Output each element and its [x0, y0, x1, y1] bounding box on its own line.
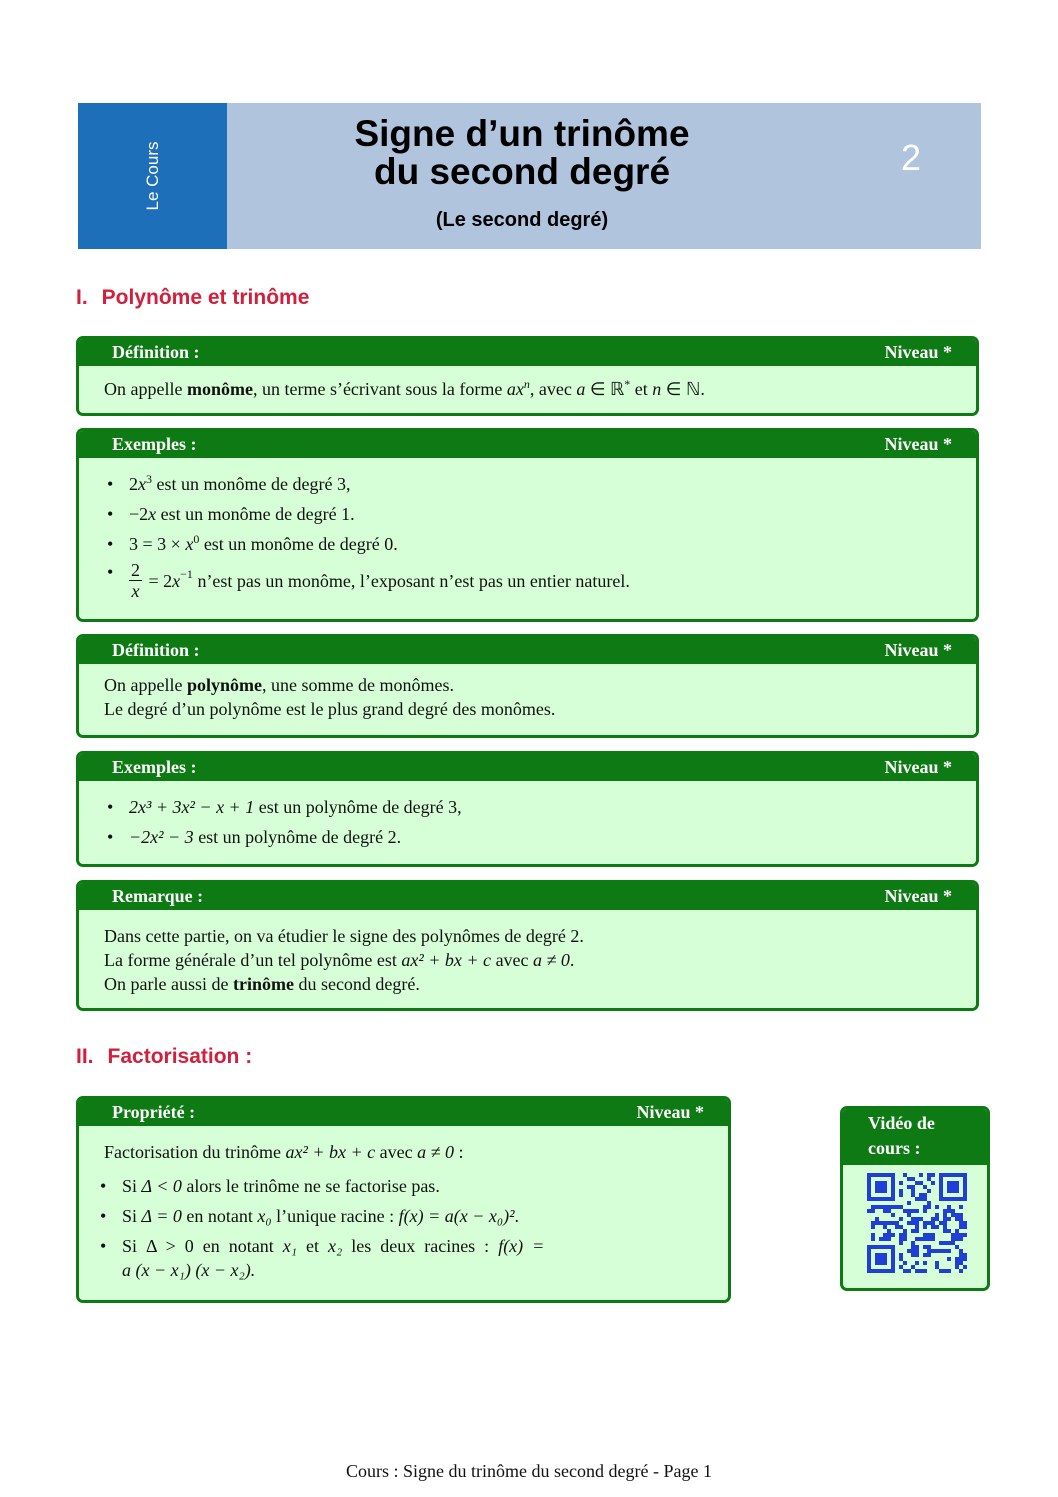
math: n	[652, 379, 662, 399]
math: x₀	[257, 1206, 272, 1226]
term-monome: monôme	[186, 379, 253, 399]
text: Si Δ > 0 en notant	[122, 1236, 283, 1256]
list-item	[122, 1174, 704, 1198]
math: 2	[129, 474, 138, 494]
header-title-area	[227, 103, 981, 249]
title-line-1: Signe d’un trinôme	[354, 113, 690, 154]
math: x	[185, 534, 194, 554]
definition-box-polynome	[76, 634, 979, 738]
text: est un polynôme de degré 2.	[193, 827, 402, 847]
math: 2x³ + 3x² − x + 1	[129, 797, 255, 817]
box-label: Propriété :	[112, 1102, 196, 1122]
math: x₁	[282, 1236, 297, 1256]
text: les deux racines :	[342, 1236, 499, 1256]
text: La forme générale d’un tel polynôme est	[104, 950, 402, 970]
header-tag: Le Cours	[142, 141, 162, 211]
math: x	[148, 504, 157, 524]
list-item	[129, 532, 952, 556]
box-body	[79, 664, 976, 721]
text: n’est pas un monôme, l’exposant n’est pas un entier naturel.	[192, 570, 630, 591]
chapter-number: 2	[900, 137, 921, 178]
text: Si	[122, 1206, 142, 1226]
text: l’unique racine :	[271, 1206, 399, 1226]
video-label: Vidéo de cours :	[843, 1109, 987, 1165]
remark-line-3	[104, 972, 952, 996]
header-tag-column	[78, 103, 227, 249]
property-list	[104, 1174, 704, 1282]
text: et	[630, 379, 653, 399]
box-label: Définition :	[112, 640, 200, 660]
section-label: Factorisation :	[107, 1045, 253, 1068]
math: −2	[129, 504, 149, 524]
box-label: Exemples :	[112, 757, 197, 777]
section-title-1	[76, 286, 309, 310]
math: Δ = 0	[141, 1206, 182, 1226]
list-item	[129, 502, 952, 526]
math: x₂	[327, 1236, 343, 1256]
box-level: Niveau *	[884, 434, 952, 454]
text: est un monôme de degré 0.	[199, 534, 398, 554]
box-header	[79, 754, 976, 781]
box-header	[79, 339, 976, 366]
math: 3 = 3 ×	[129, 534, 186, 554]
box-header	[79, 1099, 728, 1126]
text: et	[296, 1236, 328, 1256]
list-item	[122, 1234, 704, 1282]
term-polynome: polynôme	[186, 675, 262, 695]
math: x	[138, 474, 146, 494]
page-footer: Cours : Signe du trinôme du second degré - Page 1	[346, 1461, 712, 1481]
box-level: Niveau *	[884, 757, 952, 777]
box-body	[79, 366, 976, 401]
text: avec	[491, 950, 534, 970]
definition-line-2: Le degré d’un polynôme est le plus grand degré des monômes.	[104, 699, 556, 719]
list-item: • $\frac{2}{x}$ = 2 x $^{-1}$ n’est pas un monôme, l’exposant n’est pas un entier naturel.	[129, 560, 952, 601]
math-exponent: 3	[146, 472, 152, 486]
title-line-2: du second degré	[373, 151, 671, 192]
video-course-box[interactable]	[840, 1106, 990, 1291]
box-level: Niveau *	[884, 342, 952, 362]
term-trinome: trinôme	[232, 974, 294, 994]
math: a (x − x₁) (x − x₂).	[122, 1260, 256, 1280]
property-intro	[104, 1140, 704, 1164]
text: Factorisation du trinôme	[104, 1142, 286, 1162]
text: Si	[122, 1176, 142, 1196]
math-exponent: 0	[193, 532, 200, 546]
text: , une somme de monômes.	[261, 675, 454, 695]
math: ax² + bx + c	[285, 1142, 376, 1162]
math: a	[576, 379, 586, 399]
math: a ≠ 0	[417, 1142, 454, 1162]
box-header	[79, 883, 976, 910]
text: , avec	[529, 379, 577, 399]
list-item	[122, 1204, 704, 1228]
page-title	[227, 115, 817, 191]
text: On appelle	[104, 379, 187, 399]
remark-line-1: Dans cette partie, on va étudier le signe des polynômes de degré 2.	[104, 926, 584, 946]
math: a ≠ 0	[533, 950, 570, 970]
math: ax	[506, 379, 524, 399]
text: du second degré.	[293, 974, 420, 994]
text: est un monôme de degré 3,	[152, 474, 351, 494]
page-header	[78, 103, 981, 249]
definition-box-monome	[76, 336, 979, 416]
section-title-2	[76, 1045, 252, 1069]
text: en notant	[181, 1206, 258, 1226]
math: ax² + bx + c	[401, 950, 492, 970]
examples-box-polynome	[76, 751, 979, 867]
text: :	[454, 1142, 464, 1162]
box-level: Niveau *	[884, 640, 952, 660]
text: alors le trinôme ne se factorise pas.	[181, 1176, 440, 1196]
box-level: Niveau *	[884, 886, 952, 906]
math-exponent: n	[523, 377, 530, 391]
box-level: Niveau *	[636, 1102, 704, 1122]
math: x	[172, 570, 181, 591]
fraction	[129, 560, 142, 601]
box-body	[79, 781, 976, 849]
math: ∈ ℕ.	[661, 379, 705, 399]
box-body	[79, 910, 976, 996]
fraction-denominator: x	[131, 581, 140, 601]
math-exponent: *	[624, 377, 631, 391]
math: = 2	[144, 570, 173, 591]
math: f(x) = a(x − x₀)²	[398, 1206, 515, 1226]
remark-line-2	[104, 948, 952, 972]
text: On appelle	[104, 675, 187, 695]
examples-box-monome	[76, 428, 979, 622]
qr-code-icon[interactable]	[867, 1173, 967, 1273]
text: , un terme s’écrivant sous la forme	[252, 379, 507, 399]
text: .	[514, 1206, 519, 1226]
math: −2x² − 3	[129, 827, 194, 847]
definition-line-1	[104, 673, 952, 697]
box-header	[79, 431, 976, 458]
box-label: Exemples :	[112, 434, 197, 454]
math: f(x) =	[498, 1236, 545, 1256]
examples-list	[104, 472, 952, 601]
box-label: Remarque :	[112, 886, 204, 906]
box-body	[79, 1126, 728, 1282]
text: .	[569, 950, 575, 970]
math: Δ < 0	[141, 1176, 182, 1196]
section-label: Polynôme et trinôme	[101, 286, 310, 309]
text: On parle aussi de	[104, 974, 233, 994]
text: avec	[375, 1142, 418, 1162]
text: est un polynôme de degré 3,	[254, 797, 462, 817]
fraction-numerator: • 2	[131, 560, 140, 580]
section-number: II.	[76, 1045, 94, 1068]
list-item	[129, 795, 952, 819]
box-header	[79, 637, 976, 664]
text: est un monôme de degré 1.	[156, 504, 355, 524]
list-item	[129, 472, 952, 496]
math: ∈ ℝ	[585, 379, 625, 399]
page-subtitle: (Le second degré)	[435, 209, 609, 231]
box-body	[79, 458, 976, 601]
remark-box	[76, 880, 979, 1011]
examples-list	[104, 795, 952, 849]
box-label: Définition :	[112, 342, 200, 362]
property-box-factorisation	[76, 1096, 731, 1303]
section-number: I.	[76, 286, 88, 309]
list-item	[129, 825, 952, 849]
